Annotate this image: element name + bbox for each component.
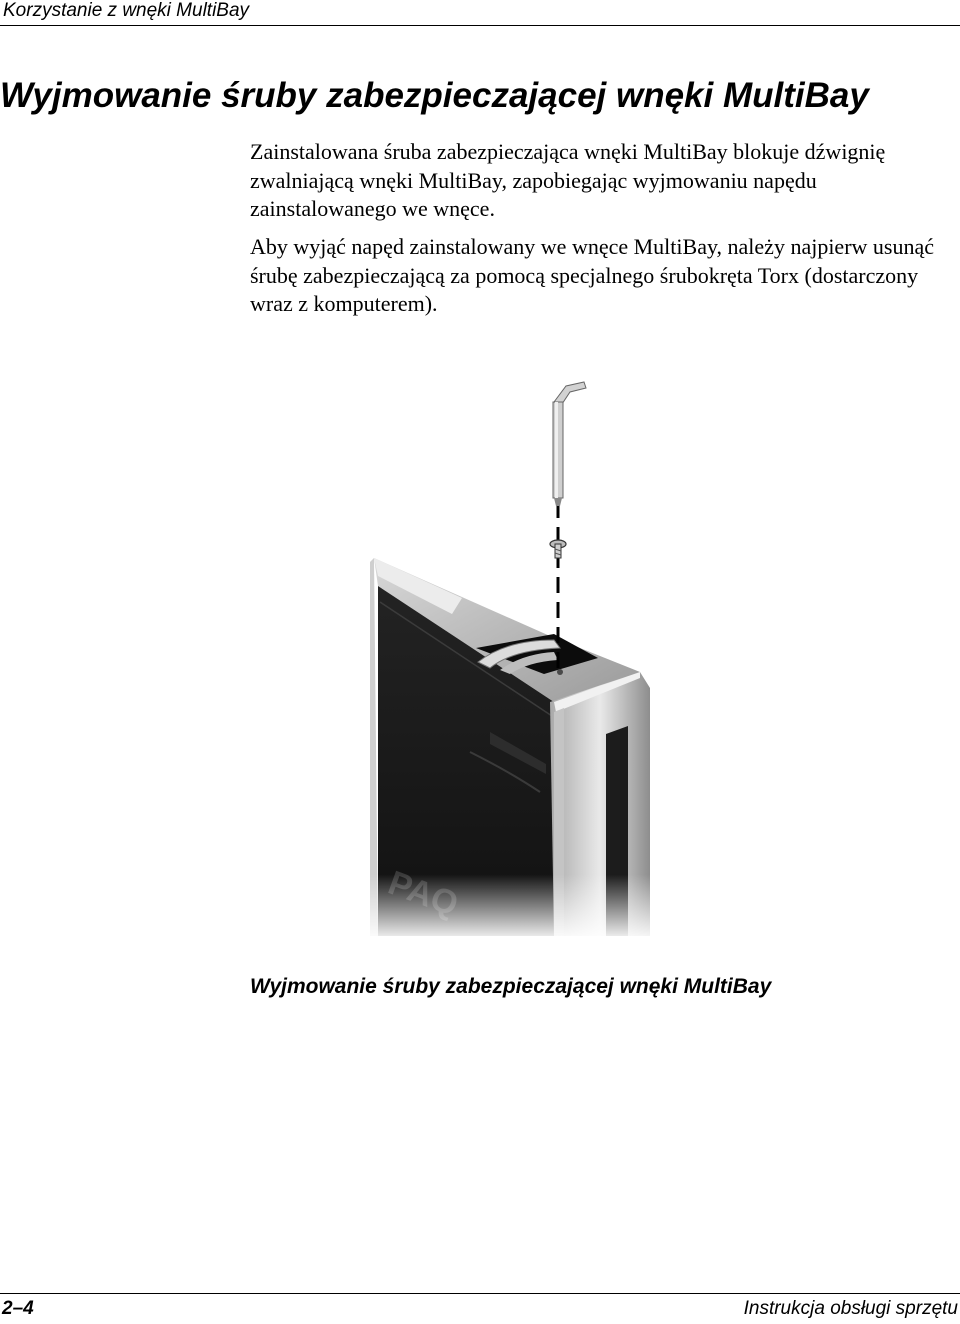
security-screw-icon bbox=[550, 540, 566, 558]
running-header: Korzystanie z wnęki MultiBay bbox=[3, 0, 250, 21]
figure-caption: Wyjmowanie śruby zabezpieczającej wnęki MultiBay bbox=[250, 975, 772, 998]
screw-removal-illustration bbox=[340, 372, 660, 942]
section-title: Wyjmowanie śruby zabezpieczającej wnęki MultiBay bbox=[0, 76, 869, 115]
torx-screwdriver-icon bbox=[553, 382, 586, 506]
footer-rule bbox=[0, 1293, 960, 1294]
computer-case-illustration bbox=[340, 558, 660, 942]
paragraph-instructions: Aby wyjąć napęd zainstalowany we wnęce MultiBay, należy najpierw usunąć śrubę zabezpieczającą za pomocą specjalnego śrubokręta Torx (dostarczony wraz z komputerem). bbox=[250, 234, 934, 316]
header-rule bbox=[0, 25, 960, 26]
paragraph-intro: Zainstalowana śruba zabezpieczająca wnęki MultiBay blokuje dźwignię zwalniającą wnęki MultiBay, zapobiegając wyjmowaniu napędu zainstalowanego we wnęce. bbox=[250, 139, 886, 221]
page-number: 2–4 bbox=[2, 1298, 34, 1319]
document-title: Instrukcja obsługi sprzętu bbox=[743, 1298, 958, 1319]
